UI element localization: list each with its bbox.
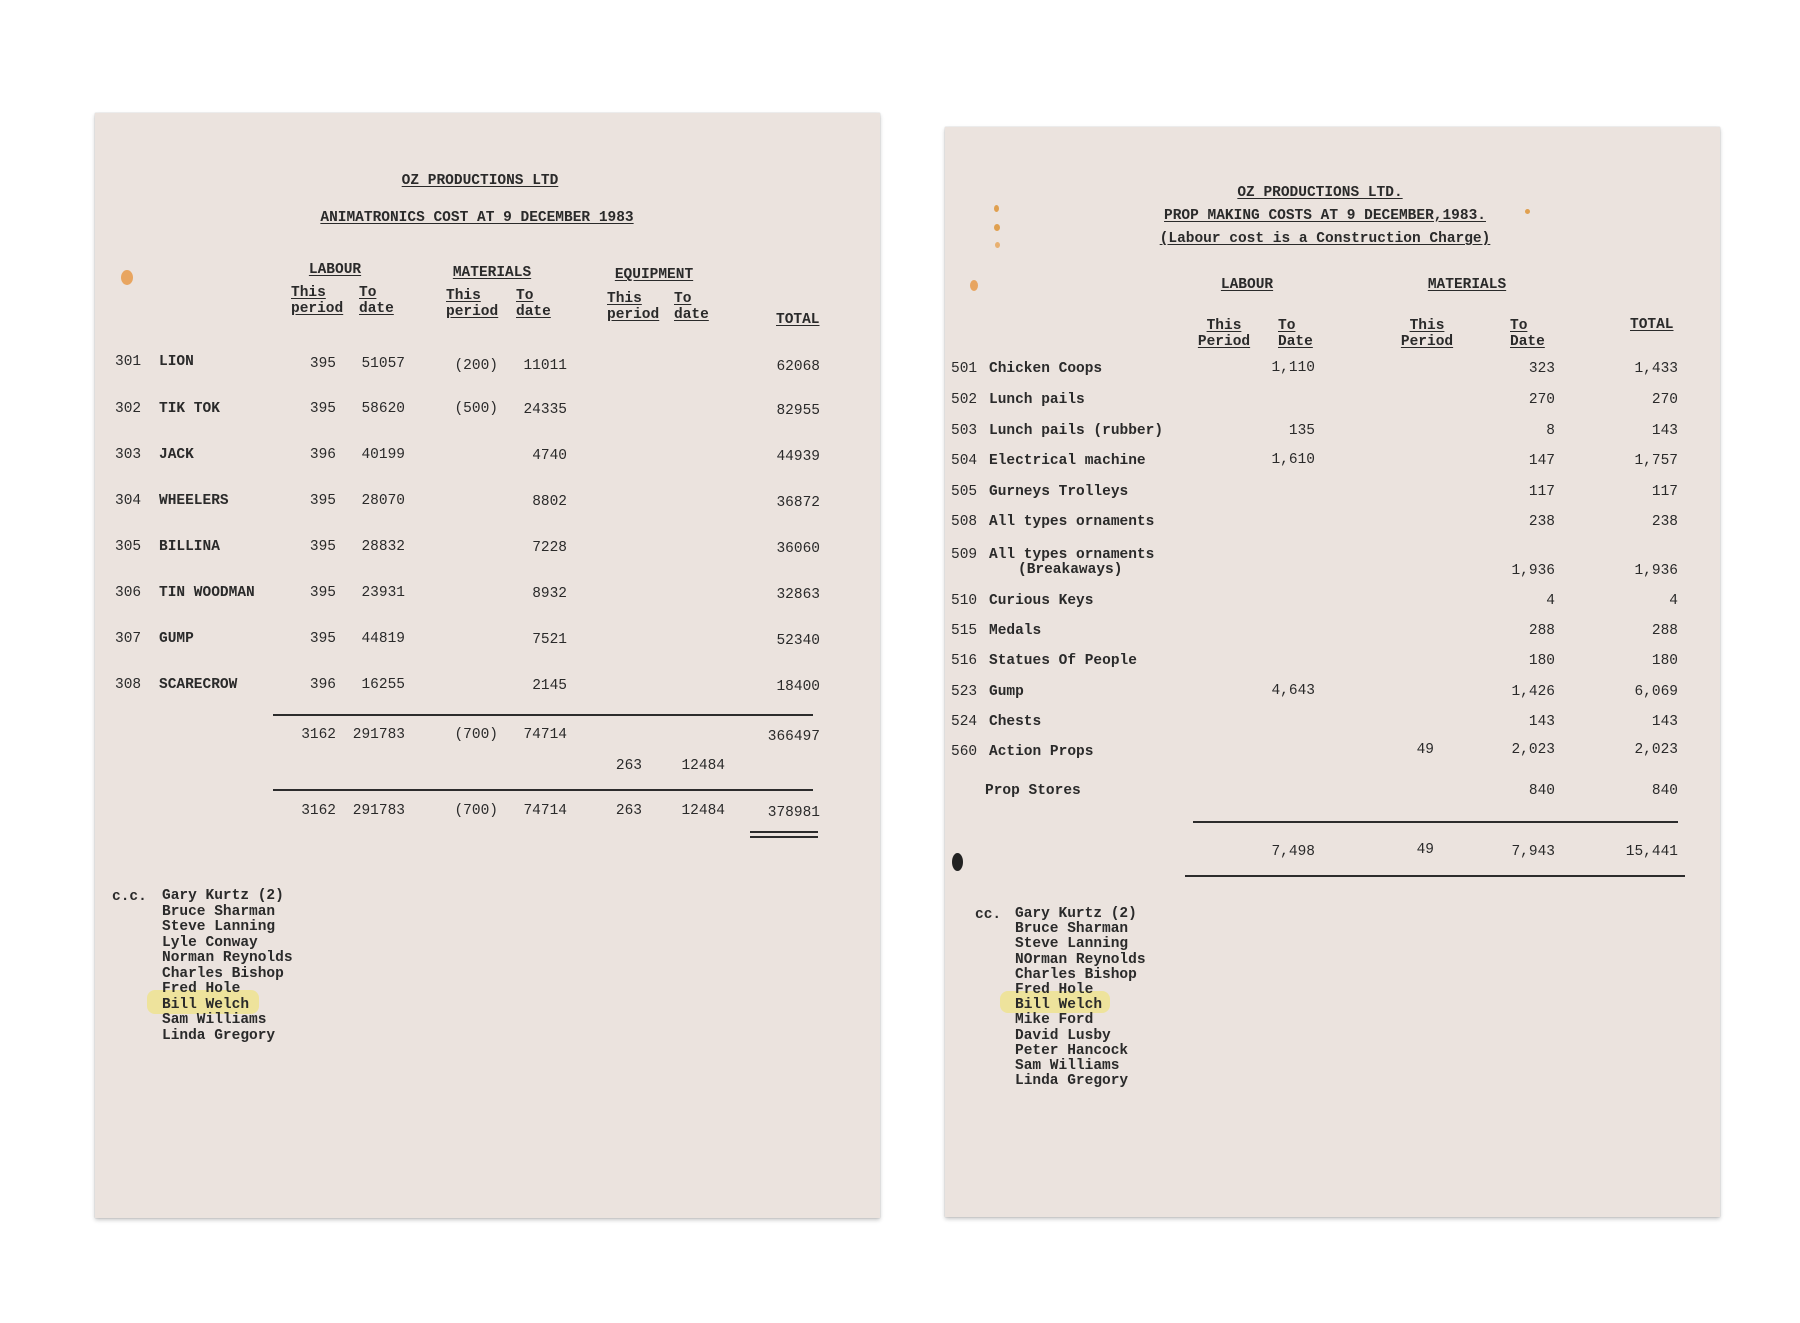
row-name: SCARECROW xyxy=(159,677,238,693)
stain-mark xyxy=(995,242,1000,248)
table-row: 515 Medals 288 288 xyxy=(951,623,1678,639)
table-row: 509 All types ornaments (Breakaways) 1,936 1,936 xyxy=(951,547,1678,579)
row-total: 18400 xyxy=(776,679,820,695)
row-materials-to: 2145 xyxy=(532,678,567,694)
cc-entry: NOrman Reynolds xyxy=(1015,951,1146,968)
cc-entry: Mike Ford xyxy=(1015,1012,1094,1029)
row-materials-to: 11011 xyxy=(523,358,567,374)
table-row: 560 Action Props 49 2,023 2,023 xyxy=(951,742,1678,760)
row-materials-this: (200) xyxy=(454,358,498,374)
row-materials-to: 7228 xyxy=(532,540,567,556)
labour-to-header: To Date xyxy=(1278,318,1313,350)
table-row xyxy=(95,401,880,421)
cc-label: cc. xyxy=(975,907,1002,923)
table-row xyxy=(95,585,880,605)
row-labour-this: 395 xyxy=(309,493,336,509)
rule-line xyxy=(273,789,813,791)
cc-entry: Gary Kurtz (2) xyxy=(162,888,284,904)
row-name: LION xyxy=(159,354,194,370)
stain-mark xyxy=(970,280,978,291)
row-labour-this: 395 xyxy=(309,401,336,417)
labour-this-header: This Period xyxy=(1197,318,1251,350)
cc-entry: Peter Hancock xyxy=(1015,1042,1129,1059)
cc-entry: Charles Bishop xyxy=(1015,966,1137,983)
grand-total-row: 3162 291783 (700) 74714 263 12484 378981 xyxy=(301,803,820,821)
cc-entry: Bruce Sharman xyxy=(1015,921,1129,938)
row-labour-to: 58620 xyxy=(361,401,405,417)
labour-header: LABOUR xyxy=(1220,277,1274,293)
row-total: 36872 xyxy=(776,495,820,511)
row-materials-this: (500) xyxy=(454,401,498,417)
row-labour-to: 28832 xyxy=(361,539,405,555)
row-labour-to: 16255 xyxy=(361,677,405,693)
sheet-title: ANIMATRONICS COST AT 9 DECEMBER 1983 xyxy=(320,210,634,226)
table-row: 516 Statues Of People 180 180 xyxy=(951,653,1678,669)
row-labour-this: 396 xyxy=(309,677,336,693)
row-name: JACK xyxy=(159,447,194,463)
company-name: OZ PRODUCTIONS LTD xyxy=(401,173,559,189)
row-materials-to: 8932 xyxy=(532,586,567,602)
rule-line xyxy=(1193,821,1678,823)
equipment-header: EQUIPMENT xyxy=(614,267,694,283)
row-materials-to: 24335 xyxy=(523,402,567,418)
materials-header: MATERIALS xyxy=(1427,277,1507,293)
equipment-to-header: To date xyxy=(674,291,709,323)
row-materials-to: 7521 xyxy=(532,632,567,648)
double-rule xyxy=(750,831,818,833)
cc-list xyxy=(162,889,293,1044)
table-row: 505 Gurneys Trolleys 117 117 xyxy=(951,484,1678,500)
rule-line xyxy=(1185,875,1685,877)
cc-entry: Fred Hole xyxy=(162,981,241,997)
materials-this-header: This Period xyxy=(1400,318,1454,350)
row-total: 82955 xyxy=(776,403,820,419)
row-labour-this: 395 xyxy=(309,585,336,601)
row-labour-this: 395 xyxy=(309,631,336,647)
cc-entry: Bill Welch xyxy=(1015,997,1103,1014)
table-row xyxy=(95,677,880,697)
row-labour-this: 395 xyxy=(309,356,336,372)
row-labour-to: 40199 xyxy=(361,447,405,463)
table-row: 510 Curious Keys 4 4 xyxy=(951,593,1678,609)
labour-this-header: This period xyxy=(291,285,344,317)
row-labour-to: 28070 xyxy=(361,493,405,509)
materials-header: MATERIALS xyxy=(452,265,532,281)
stain-mark xyxy=(121,270,133,285)
table-row: Prop Stores 840 840 xyxy=(985,783,1678,799)
row-labour-to: 44819 xyxy=(361,631,405,647)
table-row xyxy=(95,447,880,467)
labour-header: LABOUR xyxy=(308,262,362,278)
cc-entry: Steve Lanning xyxy=(1015,936,1129,953)
table-row xyxy=(95,539,880,559)
stain-mark xyxy=(994,224,1000,231)
cc-entry: Bruce Sharman xyxy=(162,903,276,920)
sheet-title: PROP MAKING COSTS AT 9 DECEMBER,1983. xyxy=(1164,208,1486,224)
cc-entry: Norman Reynolds xyxy=(162,950,293,966)
double-rule xyxy=(750,836,818,838)
rule-line xyxy=(273,714,813,716)
row-labour-to: 23931 xyxy=(361,585,405,601)
table-row: 501 Chicken Coops 1,110 323 1,433 xyxy=(951,360,1678,377)
cc-entry: Bill Welch xyxy=(162,996,250,1013)
cc-label: c.c. xyxy=(112,889,147,905)
materials-this-header: This period xyxy=(446,288,499,320)
table-row: 523 Gump 4,643 1,426 6,069 xyxy=(951,683,1678,700)
cc-entry: Charles Bishop xyxy=(162,965,284,982)
row-total: 32863 xyxy=(776,587,820,603)
table-row: 508 All types ornaments 238 238 xyxy=(951,514,1678,530)
row-materials-to: 8802 xyxy=(532,494,567,510)
table-row: 504 Electrical machine 1,610 147 1,757 xyxy=(951,452,1678,469)
row-total: 36060 xyxy=(776,541,820,557)
row-code: 303 xyxy=(115,447,142,463)
cc-entry: David Lusby xyxy=(1015,1027,1111,1044)
row-name: WHEELERS xyxy=(159,493,229,509)
subtotal-row: 3162 291783 (700) 74714 366497 xyxy=(301,727,820,745)
cc-entry: Sam Williams xyxy=(162,1012,267,1028)
row-labour-this: 395 xyxy=(309,539,336,555)
cc-entry: Gary Kurtz (2) xyxy=(1015,906,1137,922)
row-code: 305 xyxy=(115,539,142,555)
row-name: TIN WOODMAN xyxy=(159,585,255,601)
table-row: 502 Lunch pails 270 270 xyxy=(951,392,1678,408)
cc-list xyxy=(1015,907,1146,1089)
row-code: 308 xyxy=(115,677,142,693)
cc-entry: Lyle Conway xyxy=(162,934,258,951)
equipment-row: 263 12484 xyxy=(615,758,725,774)
row-labour-to: 51057 xyxy=(361,356,405,372)
table-row: 524 Chests 143 143 xyxy=(951,714,1678,730)
row-labour-this: 396 xyxy=(309,447,336,463)
stain-mark xyxy=(1525,209,1530,214)
equipment-this-header: This period xyxy=(607,291,660,323)
table-row xyxy=(95,631,880,651)
cc-entry: Linda Gregory xyxy=(1015,1073,1129,1090)
cc-entry: Linda Gregory xyxy=(162,1027,276,1044)
prop-making-cost-sheet xyxy=(945,127,1720,1217)
cc-entry: Steve Lanning xyxy=(162,919,276,935)
totals-row: 7,498 49 7,943 15,441 xyxy=(1271,842,1678,860)
cc-entry: Fred Hole xyxy=(1015,982,1094,999)
row-code: 306 xyxy=(115,585,142,601)
labour-to-header: To date xyxy=(359,285,394,317)
row-code: 307 xyxy=(115,631,142,647)
row-total: 44939 xyxy=(776,449,820,465)
table-row xyxy=(95,354,880,374)
row-code: 302 xyxy=(115,401,142,417)
stain-mark xyxy=(994,205,999,212)
materials-to-header: To Date xyxy=(1510,318,1545,350)
row-materials-to: 4740 xyxy=(532,448,567,464)
row-name: BILLINA xyxy=(159,539,220,555)
materials-to-header: To date xyxy=(516,288,551,320)
row-total: 52340 xyxy=(776,633,820,649)
table-row: 503 Lunch pails (rubber) 135 8 143 xyxy=(951,423,1678,439)
animatronics-cost-sheet xyxy=(95,113,880,1218)
row-total: 62068 xyxy=(776,359,820,375)
sheet-subtitle: (Labour cost is a Construction Charge) xyxy=(1159,231,1491,247)
table-row xyxy=(95,493,880,513)
company-name: OZ PRODUCTIONS LTD. xyxy=(1237,185,1403,201)
row-code: 301 xyxy=(115,354,142,370)
total-header: TOTAL xyxy=(776,312,820,328)
row-code: 304 xyxy=(115,493,142,509)
cc-entry: Sam Williams xyxy=(1015,1058,1120,1075)
row-name: TIK TOK xyxy=(159,401,220,417)
total-header: TOTAL xyxy=(1630,317,1674,333)
row-name: GUMP xyxy=(159,631,194,647)
